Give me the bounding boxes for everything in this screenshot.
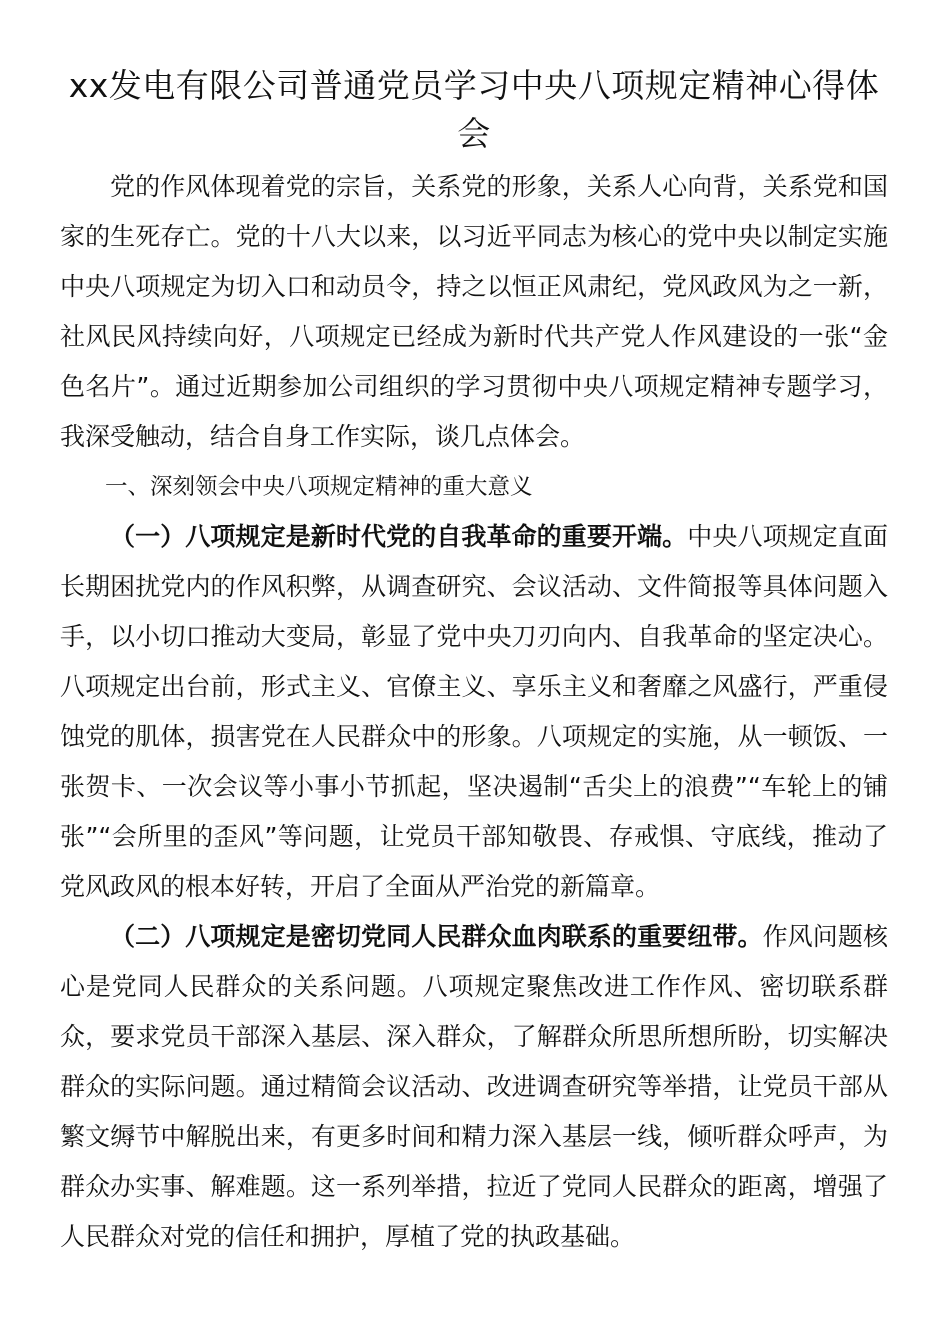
point-2-lead: （二）八项规定是密切党同人民群众血肉联系的重要纽带。 (110, 922, 763, 951)
point-2-paragraph (60, 912, 888, 1262)
point-1-body: 中央八项规定直面长期困扰党内的作风积弊，从调查研究、会议活动、文件简报等具体问题入手，以小切口推动大变局，彰显了党中央刀刃向内、自我革命的坚定决心。八项规定出台前，形式主义、官僚主义、享乐主义和奢靡之风盛行，严重侵蚀党的肌体，损害党在人民群众中的形象。八项规定的实施，从一顿饭、一张贺卡、一次会议等小事小节抓起，坚决遏制“舌尖上的浪费”“车轮上的铺张”“会所里的歪风”等问题，让党员干部知敬畏、存戒惧、守底线，推动了党风政风的根本好转，开启了全面从严治党的新篇章。 (60, 522, 888, 901)
intro-paragraph: 党的作风体现着党的宗旨，关系党的形象，关系人心向背，关系党和国家的生死存亡。党的十八大以来，以习近平同志为核心的党中央以制定实施中央八项规定为切入口和动员令，持之以恒正风肃纪，党风政风为之一新，社风民风持续向好，八项规定已经成为新时代共产党人作风建设的一张“金色名片”。通过近期参加公司组织的学习贯彻中央八项规定精神专题学习，我深受触动，结合自身工作实际，谈几点体会。 (60, 172, 888, 451)
document-title: xx发电有限公司普通党员学习中央八项规定精神心得体会 (68, 66, 880, 153)
point-1-lead: （一）八项规定是新时代党的自我革命的重要开端。 (110, 522, 688, 551)
section-heading-1: 一、深刻领会中央八项规定精神的重大意义 (105, 474, 533, 500)
point-1-paragraph (60, 512, 888, 912)
point-2-body: 作风问题核心是党同人民群众的关系问题。八项规定聚焦改进工作作风、密切联系群众，要求党员干部深入基层、深入群众，了解群众所思所想所盼，切实解决群众的实际问题。通过精简会议活动、改进调查研究等举措，让党员干部从繁文缛节中解脱出来，有更多时间和精力深入基层一线，倾听群众呼声，为群众办实事、解难题。这一系列举措，拉近了党同人民群众的距离，增强了人民群众对党的信任和拥护，厚植了党的执政基础。 (60, 922, 888, 1251)
